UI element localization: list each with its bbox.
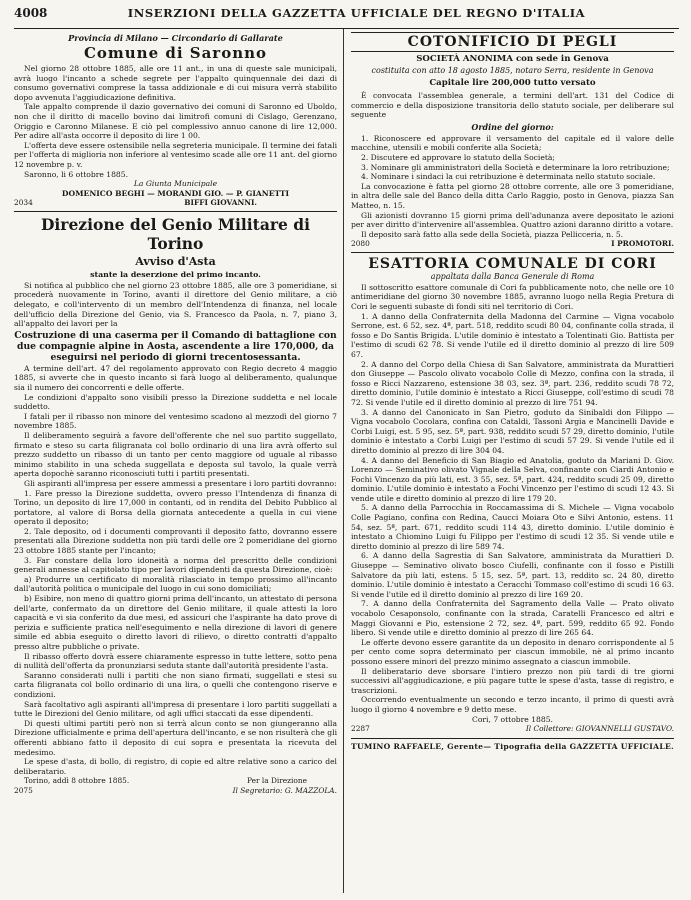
saronno-foot <box>14 198 337 208</box>
genio-title: Direzione del Genio Militare di Torino <box>40 214 311 253</box>
cori-lot: 6. A danno della Sagrestia di San Salvatore, amministrata da Murattieri D. Giuseppe — Seminativo olivato bosco Ciufelli, confinante con il fosso e Pistilli Salvatore da più lati, estens. 5 15, sez. 5ª, part. 13, reddito sc. 24 80, diretto dominio. L'utile dominio è intestato a Ceracchi Tommaso coll'estimo di scudi 16 63. Si vende l'utile ed il diretto dominio al prezzo di lire 169 20. <box>351 551 674 599</box>
genio-paragraph: Le condizioni d'appalto sono visibili presso la Direzione suddetta e nel locale suddetto. <box>14 392 337 412</box>
saronno-date: Saronno, li 6 ottobre 1885. <box>24 169 129 179</box>
saronno-paragraph: Tale appalto comprende il dazio governativo dei comuni di Saronno ed Uboldo, non che il diritto di macello bovino dai limitrofi comuni di Cislago, Gerenzano, Origgio e Caronno Milanese. E ciò pel complessivo annuo canone di lire 12,000. Per adire all'asta occorre il deposito di lire 1 00. <box>14 102 337 141</box>
cori-paragraph: Occorrendo eventualmente un secondo e terzo incanto, il primo di questi avrà luogo il giorno 4 novembre e 9 detto mese. <box>351 695 674 714</box>
footer-manager: TUMINO RAFFAELE, Gerente <box>351 741 484 751</box>
cotonificio-foot <box>351 239 674 249</box>
left-column <box>14 29 344 893</box>
genio-date-row <box>14 776 337 786</box>
genio-direction: Per la Direzione <box>246 776 307 786</box>
saronno-paragraph: Nel giorno 28 ottobre 1885, alle ore 11 ant., in una di queste sale municipali, avrà luogo l'incanto a schede segrete per l'appalto quinquennale dei dazi di consumo governativi comprese la tassa addizionale e di cui misura verrà stabilito dopo avvenuta l'aggiudicazione definitiva. <box>14 64 337 102</box>
cotonificio-capital: Capitale lire 200,000 tutto versato <box>429 78 596 88</box>
cori-lot: 1. A danno della Confraternita della Madonna del Carmine — Vigna vocabolo Serrone, est. 6 52, sez. 4ª, part. 518, reddito scudi 80 04, confinante colla strada, il fosso e Do Santis Brigida. L'utile dominio è intestato a Tolentinati Gio. Battista per l'estimo di scudi 62 78. Si vende l'utile ed il diretto dominio al prezzo di lire 509 67. <box>351 311 674 359</box>
cotonificio-paragraph: Gli azionisti dovranno 15 giorni prima dell'adunanza avere depositato le azioni per aver diritto d'intervenire all'assemblea. Quattro azioni daranno diritto a votare. <box>351 210 674 230</box>
genio-paragraph: Gli aspiranti all'impresa per essere ammessi a presentare i loro partiti dovranno: <box>24 478 337 488</box>
cori-notice <box>351 256 674 734</box>
cori-lot: 2. A danno del Corpo della Chiesa di San Salvatore, amministrata da Murattieri don Giuseppe — Pascolo olivato vocabolo Colle di Mezzo, confina con la strada, il fosso e Ricci Nazzareno, estensione 38 03, sez. 3ª, part. 236, reddito scudi 78 72, diretto dominio, l'utile dominio è intestato a Ricci Giuseppe, coll'estimo di scudi 78 72. Si vende l'utile ed il diretto dominio al prezzo di lire 751 94. <box>351 359 674 407</box>
right-column <box>344 29 674 893</box>
genio-paragraph: Di questi ultimi partiti però non si terrà alcun conto se non giungeranno alla Direzione ufficialmente e prima dell'apertura dell'incanto, e se non risulterà che gli offerenti abbiano fatto il deposito di cui sopra e presentata la ricevuta del medesimo. <box>14 718 337 757</box>
genio-secretary: Il Segretario: G. MAZZOLA. <box>232 785 337 795</box>
genio-date: Torino, addì 8 ottobre 1885. <box>24 776 130 786</box>
genio-paragraph: Il ribasso offerto dovrà essere chiaramente espresso in tutte lettere, sotto pena di nullità dell'offerta da pronunziarsi seduta stante dall'autorità presidente l'asta. <box>14 651 337 671</box>
cori-title: ESATTORIA COMUNALE DI CORI <box>368 255 657 272</box>
genio-paragraph: Le spese d'asta, di bollo, di registro, di copie ed altre relative sono a carico del deliberatario. <box>14 757 337 776</box>
saronno-number: 2034 <box>14 198 33 208</box>
page-header <box>14 6 679 29</box>
cori-number: 2287 <box>351 724 370 734</box>
cori-lot: 3. A danno del Canonicato in San Pietro, goduto da Sinibaldi don Filippo — Vigna vocabolo Cocolara, confina con Cataldi, Tassoni Argia e Mancinelli Davide e Corbi Luigi, est. 5 95, sez. 5ª, part. 938, reddito scudi 57 29, diretto dominio, l'utile dominio è intestato a Corbi Luigi per l'estimo di scudi 57 29. Si vende l'utile ed il diretto dominio al prezzo di lire 304 04. <box>351 407 674 455</box>
cotonificio-notice <box>351 32 674 249</box>
saronno-notice <box>14 33 337 208</box>
genio-paragraph: Sarà facoltativo agli aspiranti all'impresa di presentare i loro partiti suggellati a tutte le Direzioni del Genio militare, od agli uffici staccati da esse dipendenti. <box>14 699 337 719</box>
cori-paragraph: Le offerte devono essere garantite da un deposito in denaro corrispondente al 5 per cento come sopra determinato per ciascun immobile, nè al primo incanto possono essere minori del prezzo minimo assegnato a ciascun immobile. <box>351 637 674 666</box>
cori-collector: Il Collettore: GIOVANNELLI GUSTAVO. <box>525 724 674 734</box>
saronno-signatories: DOMENICO BEGHI — MORANDI GIO. — P. GIANETTI <box>61 188 290 198</box>
cotonificio-paragraph: Il deposito sarà fatto alla sede della Società, piazza Pellicceria, n. 5. <box>361 229 624 239</box>
cotonificio-title: COTONIFICIO DI PEGLI <box>351 32 674 52</box>
genio-subtitle: Avviso d'Asta <box>135 254 216 268</box>
agenda-item: 2. Discutere ed approvare lo statuto della Società; <box>361 152 555 162</box>
genio-paragraph: Saranno considerati nulli i partiti che non siano firmati, suggellati e stesi su carta filigranata col bollo ordinario di una lira, o quelli che contengono riserve e condizioni. <box>14 670 337 699</box>
cotonificio-paragraph: La convocazione è fatta pel giorno 28 ottobre corrente, alle ore 3 pomeridiane, in altra delle sale del Banco della ditta Carlo Raggio, posto in Genova, piazza San Matteo, n. 15. <box>351 181 674 210</box>
divider <box>14 211 337 212</box>
saronno-signatory2: BIFFI GIOVANNI. <box>184 198 257 208</box>
cotonificio-signer: I PROMOTORI. <box>611 239 674 249</box>
agenda-item: 4. Nominare i sindaci la cui retribuzione è determinata nello statuto sociale. <box>361 172 656 182</box>
genio-paragraph: 2. Tale deposito, od i documenti comprovanti il deposito fatto, dovranno essere presentati alla Direzione suddetta non più tardi delle ore 2 pomeridiane del giorno 23 ottobre 1885 stante per l'incanto; <box>14 526 337 556</box>
genio-object: Costruzione di una caserma per il Comando di battaglione con due compagnie alpine in Aosta, ascendente a lire 170,000, da eseguirsi nel periodo di giorni trecentosessanta. <box>14 329 337 363</box>
divider <box>351 252 674 253</box>
cotonificio-number: 2080 <box>351 239 370 249</box>
cori-lot: 7. A danno della Confraternita del Sagramento della Valle — Prato olivato vocabolo Cesaponsolo, confinante con la strada, Caratelli Francesco ed altri e Maggi Giovanni e Pio, estensione 2 72, sez. 4ª, part. 599, reddito 65 92. Fondo libero. Si vende utile e diretto dominio al prezzo di lire 265 64. <box>351 599 674 638</box>
cori-date: Cori, 7 ottobre 1885. <box>472 714 553 724</box>
cori-foot <box>351 724 674 734</box>
cori-intro: Il sottoscritto esattore comunale di Cori fa pubblicamente noto, che nelle ore 10 antimeridiane del giorno 30 novembre 1885, avranno luogo nella Regia Pretura di Cori le seguenti subaste di fondi siti nel territorio di Cori. <box>351 282 674 311</box>
columns <box>14 29 679 893</box>
cotonificio-constituted: costituita con atto 18 agosto 1885, notaro Serra, residente in Genova <box>371 66 654 75</box>
cotonificio-agenda-title: Ordine del giorno: <box>471 121 554 132</box>
genio-paragraph: 3. Far constare della loro idoneità a norma del prescritto delle condizioni generali annesse al capitolato tipo per lavori dipendenti da questa Direzione, cioè: <box>14 555 337 575</box>
saronno-title: Comune di Saronno <box>83 44 268 62</box>
genio-paragraph: 1. Fare presso la Direzione suddetta, ovvero presso l'Intendenza di finanza di Torino, un deposito di lire 17,000 in contanti, od in rendita del Debito Pubblico al portatore, al valore di Borsa della giornata antecedente a quella in cui viene operato il deposito; <box>14 488 337 527</box>
genio-paragraph: I fatali per il ribasso non minore del ventesimo scadono al mezzodì del giorno 7 novembre 1885. <box>14 411 337 431</box>
cotonificio-intro: È convocata l'assemblea generale, a termini dell'art. 131 del Codice di commercio e della disposizione transitoria dello statuto sociale, per deliberare sul seguente <box>351 91 674 120</box>
cori-lot: 4. A danno del Beneficio di San Biagio ed Anatolia, goduto da Mariani D. Giov. Lorenzo — Seminativo olivato Vignale della Selva, confinante con Ciardi Antonio e Fochi Vincenzo da più lati, est. 3 55, sez. 5ª, part. 424, reddito scudi 25 09, diretto dominio. L'utile dominio è intestato a Fochi Vincenzo per l'estimo di scudi 12 43. Si vende utile e diretto dominio al prezzo di lire 179 20. <box>351 455 674 503</box>
cori-lot: 5. A danno della Parrocchia in Roccamassima di S. Michele — Vigna vocabolo Colle Pagiano, confina con Redina, Caucci Moiara Oto e Silvi Antonio, estens. 11 54, sez. 5ª, part. 671, reddito scudi 114 43, diretto dominio. L'utile dominio è intestato a Chiomino Luigi fu Filippo per l'estimo di scudi 12 35. Si vende utile e diretto dominio al prezzo di lire 589 74. <box>351 503 674 551</box>
genio-paragraph: A termine dell'art. 47 del regolamento approvato con Regio decreto 4 maggio 1885, si avverte che in questo incanto si farà luogo al deliberamento, qualunque sia il numero dei concorrenti e delle offerte. <box>14 363 337 392</box>
agenda-item: 1. Riconoscere ed approvare il versamento del capitale ed il valore delle macchine, utensili e mobili conferite alla Società; <box>351 133 674 153</box>
saronno-province: Provincia di Milano — Circondario di Gallarate <box>68 33 283 43</box>
page-title: INSERZIONI DELLA GAZZETTA UFFICIALE DEL REGNO D'ITALIA <box>127 6 586 20</box>
saronno-council: La Giunta Municipale <box>133 179 218 189</box>
page-number: 4008 <box>14 6 48 20</box>
footer-printer: — Tipografia della GAZZETTA UFFICIALE. <box>483 741 674 751</box>
cori-paragraph: Il deliberatario deve sborsare l'intiero prezzo non più tardi di tre giorni successivi all'aggiudicazione, e più pagare tutte le spese d'asta, tasse di registro, e trascrizioni. <box>351 666 674 695</box>
printer-footer <box>351 738 674 751</box>
cotonificio-company: SOCIETÀ ANONIMA con sede in Genova <box>416 54 609 64</box>
genio-paragraph: Il deliberamento seguirà a favore dell'offerente che nel suo partito suggellato, firmato e steso su carta filigranata col bollo ordinario di una lira avrà offerto sul prezzo suddetto un ribasso di un tanto per cento maggiore od uguale al ribasso minimo stabilito in una scheda suggellata e deposta sul tavolo, la quale verrà aperta dopochè saranno riconosciuti tutti i partiti presentati. <box>14 430 337 479</box>
genio-paragraph: a) Produrre un certificato di moralità rilasciato in tempo prossimo all'incanto dall'autorità politica o municipale del luogo in cui sono domiciliati; <box>14 574 337 594</box>
agenda-item: 3. Nominare gli amministratori della Società e determinare la loro retribuzione; <box>361 162 670 172</box>
saronno-paragraph: L'offerta deve essere ostensibile nella segreteria municipale. Il termine dei fatali per l'offerta di miglioria non inferiore al ventesimo scade alle ore 11 ant. del giorno 12 novembre p. v. <box>14 140 337 169</box>
genio-foot <box>14 786 337 796</box>
genio-paragraph: b) Esibire, non meno di quattro giorni prima dell'incanto, un attestato di persona dell'arte, confermato da un direttore del Genio militare, il quale attesti la loro capacità e vi sia conferito da due mesi, ed assicuri che l'aspirante ha dato prove di perizia e sufficiente pratica nell'eseguimento e nella direzione di lavori di genere simile ed abbia eseguito o diretto lavori di rilievo, o diretto contratti d'appalto presso altre pubbliche o private. <box>14 594 337 651</box>
genio-subtitle2: stante la deserzione del primo incanto. <box>90 269 261 279</box>
genio-number: 2075 <box>14 785 33 795</box>
genio-intro: Si notifica al pubblico che nel giorno 23 ottobre 1885, alle ore 3 pomeridiane, si procederà nuovamente in Torino, avanti il direttore del Genio militare, a ciò delegato, e coll'intervento di un membro dell'Intendenza di finanza, nel locale dell'ufficio della Direzione del Genio, via S. Francesco da Paola, n. 7, piano 3, all'appalto dei lavori per la <box>14 280 337 329</box>
cori-subtitle: appaltata dalla Banca Generale di Roma <box>430 271 595 281</box>
genio-notice <box>14 215 337 796</box>
